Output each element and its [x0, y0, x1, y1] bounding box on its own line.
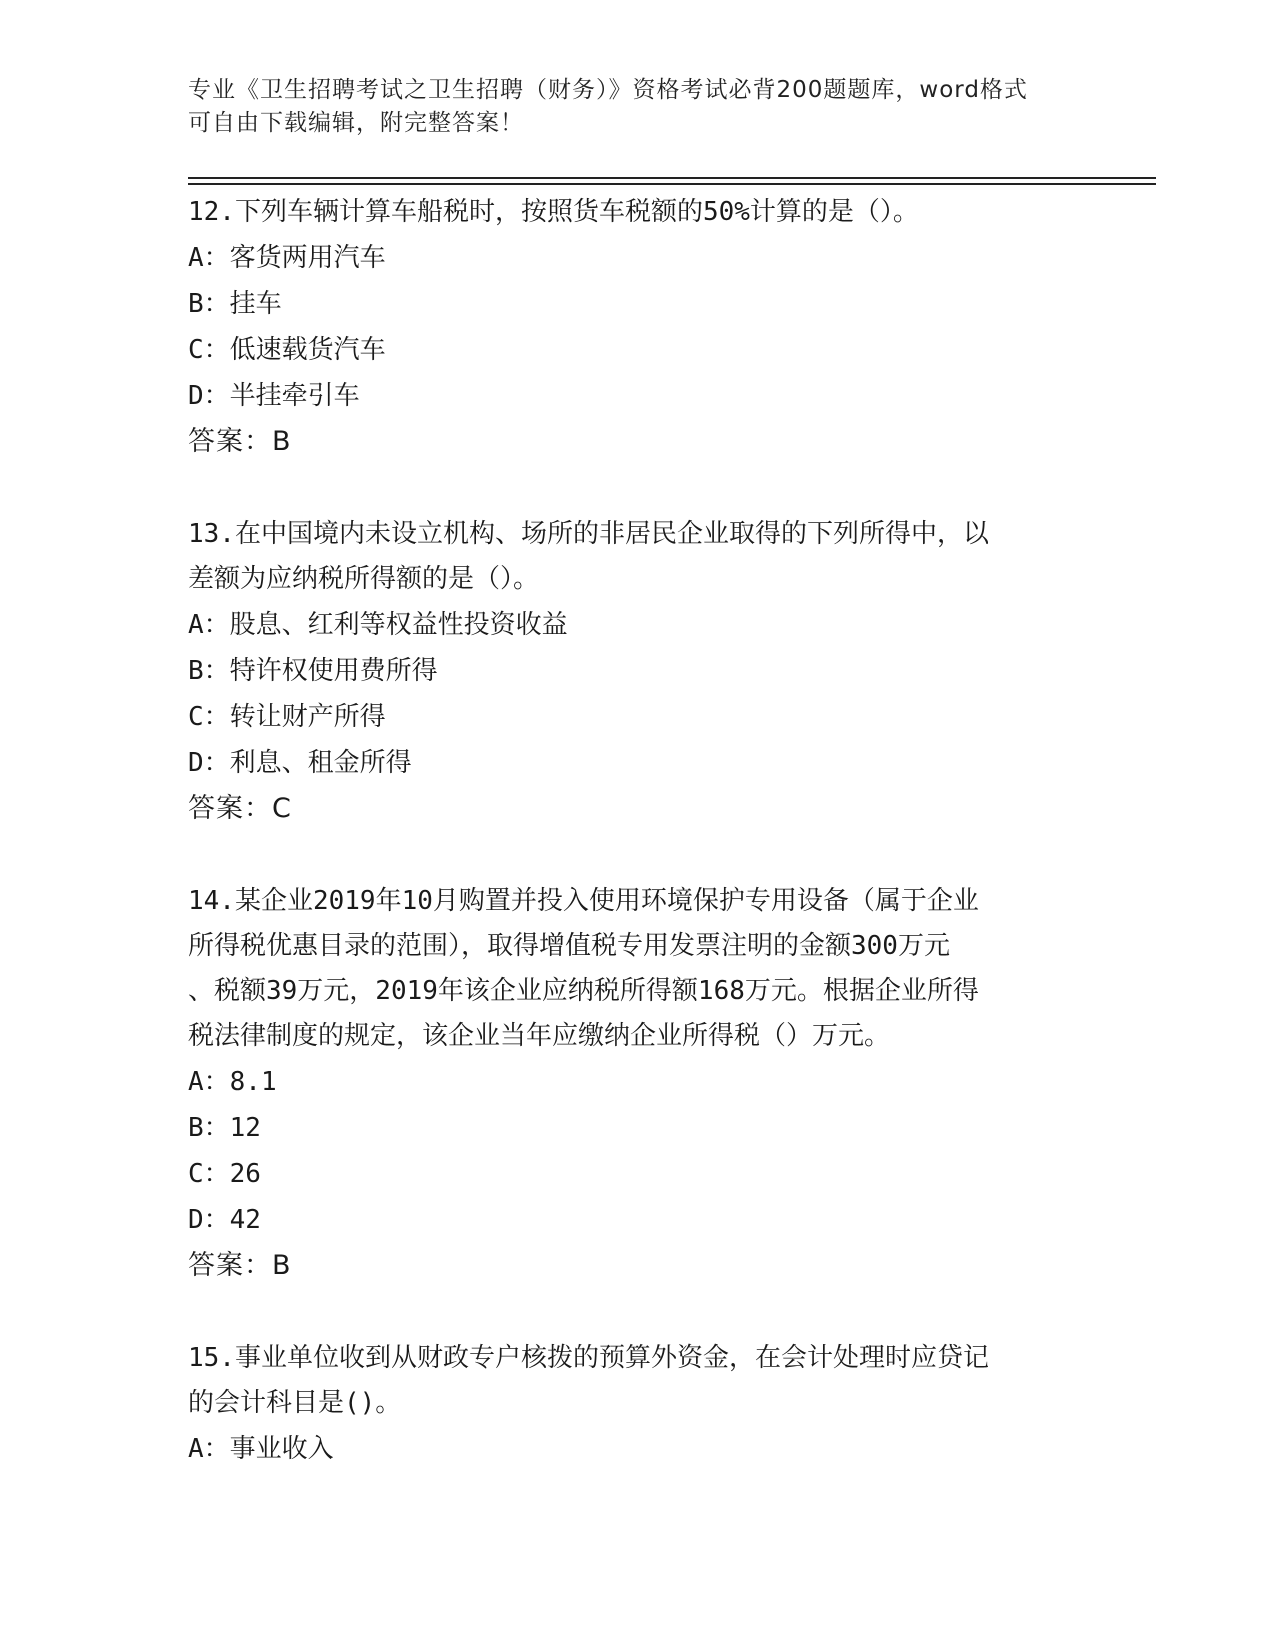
question-stem: 所得税优惠目录的范围），取得增值税专用发票注明的金额300万元 — [188, 931, 950, 961]
question-14 — [188, 879, 1088, 1289]
option-c: C：低速载货汽车 — [188, 335, 386, 365]
header-line-1: 专业《卫生招聘考试之卫生招聘（财务）》资格考试必背200题题库，word格式 — [188, 77, 1028, 103]
answer: 答案：B — [188, 1250, 292, 1281]
question-stem: 13.在中国境内未设立机构、场所的非居民企业取得的下列所得中，以 — [188, 519, 989, 549]
question-stem: 差额为应纳税所得额的是（）。 — [188, 564, 540, 594]
option-d: D：利息、租金所得 — [188, 748, 412, 778]
option-b: B：挂车 — [188, 289, 282, 319]
question-stem: 14.某企业2019年10月购置并投入使用环境保护专用设备（属于企业 — [188, 886, 979, 916]
question-list — [188, 190, 1088, 1519]
question-stem: 税法律制度的规定，该企业当年应缴纳企业所得税（）万元。 — [188, 1021, 891, 1051]
question-stem: 、税额39万元，2019年该企业应纳税所得额168万元。根据企业所得 — [188, 976, 979, 1006]
option-d: D：半挂牵引车 — [188, 381, 360, 411]
option-b: B：特许权使用费所得 — [188, 656, 438, 686]
question-15 — [188, 1336, 1088, 1472]
option-a: A：事业收入 — [188, 1434, 334, 1464]
question-stem: 的会计科目是()。 — [188, 1388, 402, 1418]
option-a: A：股息、红利等权益性投资收益 — [188, 610, 568, 640]
header-line-2: 可自由下载编辑，附完整答案！ — [188, 110, 524, 136]
option-c: C：转让财产所得 — [188, 702, 386, 732]
question-stem: 12.下列车辆计算车船税时，按照货车税额的50%计算的是（）。 — [188, 197, 919, 227]
option-c: C：26 — [188, 1159, 261, 1189]
option-a: A：客货两用汽车 — [188, 243, 386, 273]
option-a: A：8.1 — [188, 1067, 277, 1097]
option-b: B：12 — [188, 1113, 261, 1143]
answer: 答案：B — [188, 426, 292, 457]
answer: 答案：C — [188, 793, 292, 824]
header-divider-top — [188, 177, 1156, 179]
header-divider-bottom — [188, 183, 1156, 185]
question-12 — [188, 190, 1088, 465]
question-stem: 15.事业单位收到从财政专户核拨的预算外资金，在会计处理时应贷记 — [188, 1343, 989, 1373]
question-13 — [188, 512, 1088, 832]
document-header — [188, 74, 1088, 140]
option-d: D：42 — [188, 1205, 261, 1235]
